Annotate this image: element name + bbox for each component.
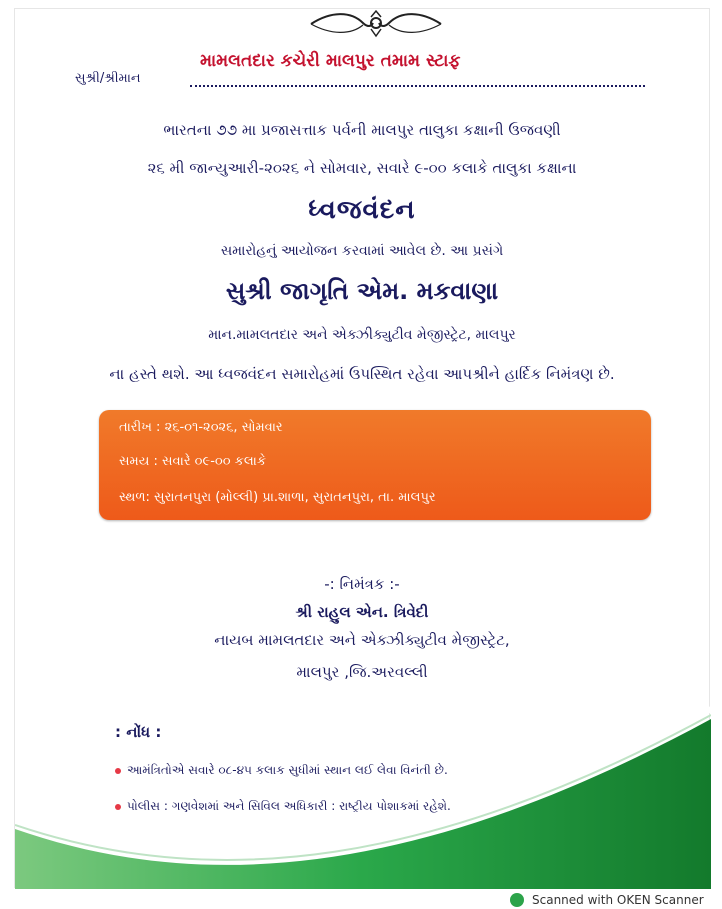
bullet-icon [115, 804, 121, 810]
note-item: આમંત્રિતોએ સવારે ૦૮-૪૫ કલાક સુધીમાં સ્થાન લઈ લેવા વિનંતી છે. [115, 763, 448, 778]
addressee-title: મામલતદાર કચેરી માલપુર તમામ સ્ટાફ [200, 51, 461, 71]
notes-title: : નોંધ : [115, 723, 162, 741]
inviter-heading: -: નિમંત્રક :- [324, 575, 400, 593]
inviter-name: શ્રી રાહુલ એન. ત્રિવેદી [295, 603, 429, 621]
event-time: સમય : સવારે ૦૯-૦૦ કલાકે [119, 454, 267, 469]
chief-guest-name: સુશ્રી જાગૃતિ એમ. મકવાણા [225, 277, 499, 305]
event-venue: સ્થળ: સુરાતનપુરા (મોલ્લી) પ્રા.શાળા, સુરાતનપુરા, તા. માલપુર [119, 490, 436, 505]
event-date: તારીખ : ૨૬-૦૧-૨૦૨૬, સોમવાર [119, 420, 283, 435]
ornament-flourish-icon [301, 9, 451, 39]
intro-line-3: સમારોહનું આયોજન કરવામાં આવેલ છે. આ પ્રસંગે [220, 243, 504, 259]
event-details-box [99, 410, 651, 520]
scanner-logo-icon [510, 893, 524, 907]
inviter-place: માલપુર ,જિ.અરવલ્લી [296, 663, 428, 681]
salutation-label: સુશ્રી/શ્રીમાન [75, 71, 141, 86]
bullet-icon [115, 768, 121, 774]
chief-guest-role: માન.મામલતદાર અને એક્ઝીક્યુટીવ મેજીસ્ટ્રેટ, માલપુર [208, 327, 516, 343]
intro-line-2: ૨૬ મી જાન્યુઆરી-૨૦૨૬ ને સોમવાર, સવારે ૯-૦૦ કલાકે તાલુકા કક્ષાના [147, 159, 577, 177]
inviter-designation: નાયબ મામલતદાર અને એક્ઝીક્યુટીવ મેજીસ્ટ્રેટ, [214, 631, 510, 649]
scanner-watermark: Scanned with OKEN Scanner [532, 893, 704, 907]
intro-line-1: ભારતના ૭૭ મા પ્રજાસત્તાક પર્વની માલપુર તાલુકા કક્ષાની ઉજવણી [163, 121, 561, 139]
invitation-card [14, 8, 710, 888]
addressee-dotted-line [190, 75, 645, 87]
event-title: ધ્વજવંદન [308, 195, 416, 225]
invitation-line: ના હસ્તે થશે. આ ધ્વજવંદન સમારોહમાં ઉપસ્થિત રહેવા આપશ્રીને હાર્દિક નિમંત્રણ છે. [109, 365, 615, 383]
note-item: પોલીસ : ગણવેશમાં અને સિવિલ અધિકારી : રાષ્ટ્રીય પોશાકમાં રહેશે. [115, 799, 451, 814]
